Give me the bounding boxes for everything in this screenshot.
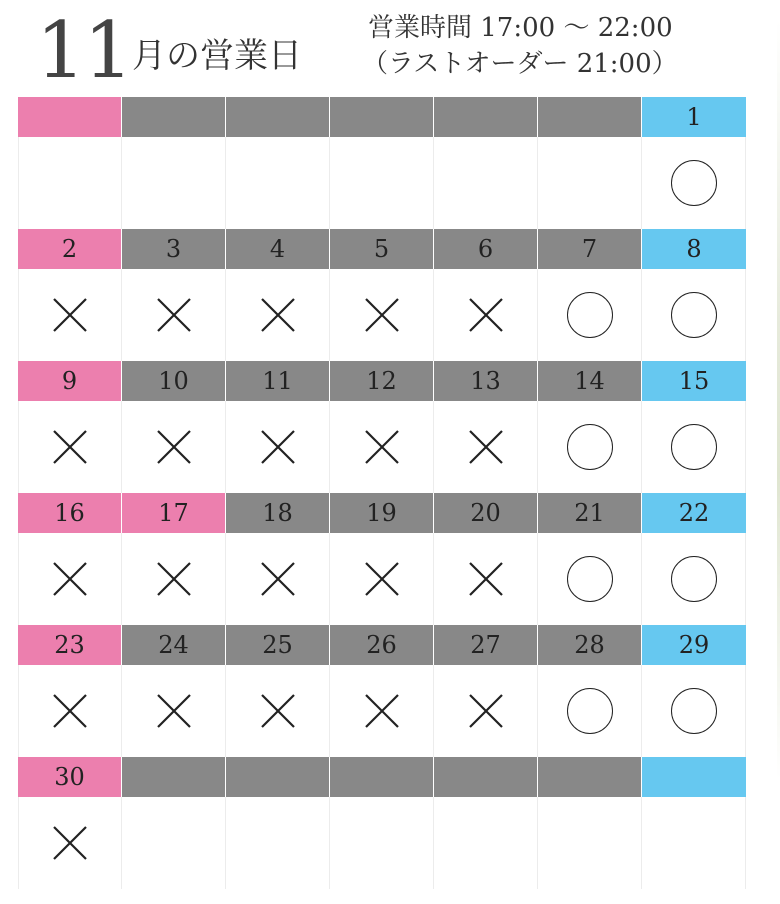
last-order-time: （ラストオーダー 21:00） [362, 49, 678, 79]
day-date-cell: 24 [122, 625, 226, 665]
calendar-week [18, 361, 746, 493]
day-status-cell [434, 269, 538, 361]
day-status-cell [538, 401, 642, 493]
week-status-row [18, 269, 746, 361]
week-status-row [18, 137, 746, 229]
day-date-cell: 2 [18, 229, 122, 269]
day-date-cell: 27 [434, 625, 538, 665]
week-date-row [18, 229, 746, 269]
day-status-cell [434, 665, 538, 757]
closed-cross-icon [466, 295, 506, 335]
closed-cross-icon [362, 691, 402, 731]
day-status-cell [226, 137, 330, 229]
day-date-cell [122, 97, 226, 137]
day-status-cell [122, 797, 226, 889]
day-date-cell: 19 [330, 493, 434, 533]
open-circle-icon [671, 424, 717, 470]
day-date-cell: 5 [330, 229, 434, 269]
closed-cross-icon [258, 559, 298, 599]
day-date-cell: 15 [642, 361, 746, 401]
week-status-row [18, 401, 746, 493]
day-date-cell: 20 [434, 493, 538, 533]
day-date-cell [538, 757, 642, 797]
closed-cross-icon [154, 691, 194, 731]
day-status-cell [642, 137, 746, 229]
day-date-cell: 10 [122, 361, 226, 401]
closed-cross-icon [50, 559, 90, 599]
day-date-cell: 30 [18, 757, 122, 797]
day-status-cell [122, 269, 226, 361]
day-date-cell [226, 757, 330, 797]
day-status-cell [18, 797, 122, 889]
closed-cross-icon [50, 427, 90, 467]
day-status-cell [226, 401, 330, 493]
day-date-cell: 16 [18, 493, 122, 533]
open-circle-icon [671, 556, 717, 602]
day-status-cell [642, 797, 746, 889]
day-date-cell: 26 [330, 625, 434, 665]
day-date-cell: 4 [226, 229, 330, 269]
day-date-cell [538, 97, 642, 137]
business-hours: 営業時間 17:00 〜 22:00 [368, 13, 673, 43]
calendar-grid [18, 97, 746, 889]
week-status-row [18, 533, 746, 625]
closed-cross-icon [362, 559, 402, 599]
day-status-cell [642, 533, 746, 625]
day-date-cell: 14 [538, 361, 642, 401]
day-date-cell: 7 [538, 229, 642, 269]
closed-cross-icon [50, 295, 90, 335]
day-date-cell [122, 757, 226, 797]
day-date-cell: 29 [642, 625, 746, 665]
open-circle-icon [671, 688, 717, 734]
open-circle-icon [671, 160, 717, 206]
closed-cross-icon [362, 295, 402, 335]
closed-cross-icon [466, 427, 506, 467]
day-status-cell [226, 533, 330, 625]
day-date-cell [18, 97, 122, 137]
closed-cross-icon [154, 559, 194, 599]
calendar-week [18, 493, 746, 625]
open-circle-icon [567, 292, 613, 338]
day-status-cell [642, 269, 746, 361]
day-status-cell [226, 665, 330, 757]
week-status-row [18, 665, 746, 757]
day-status-cell [330, 797, 434, 889]
day-date-cell [226, 97, 330, 137]
day-date-cell [434, 757, 538, 797]
day-status-cell [18, 269, 122, 361]
day-status-cell [434, 137, 538, 229]
open-circle-icon [567, 424, 613, 470]
day-date-cell [642, 757, 746, 797]
day-date-cell: 6 [434, 229, 538, 269]
week-date-row [18, 757, 746, 797]
day-date-cell: 3 [122, 229, 226, 269]
day-status-cell [18, 401, 122, 493]
day-status-cell [330, 665, 434, 757]
open-circle-icon [671, 292, 717, 338]
day-status-cell [642, 665, 746, 757]
calendar-week [18, 757, 746, 889]
day-date-cell: 8 [642, 229, 746, 269]
calendar-week [18, 97, 746, 229]
closed-cross-icon [50, 691, 90, 731]
day-date-cell: 17 [122, 493, 226, 533]
month-label: 月の営業日 [132, 36, 302, 76]
day-status-cell [122, 665, 226, 757]
day-status-cell [538, 533, 642, 625]
day-date-cell [330, 757, 434, 797]
week-date-row [18, 493, 746, 533]
calendar-week [18, 229, 746, 361]
closed-cross-icon [154, 295, 194, 335]
day-status-cell [330, 137, 434, 229]
day-status-cell [18, 665, 122, 757]
week-date-row [18, 361, 746, 401]
day-status-cell [226, 797, 330, 889]
day-status-cell [642, 401, 746, 493]
closed-cross-icon [466, 691, 506, 731]
day-status-cell [330, 401, 434, 493]
closed-cross-icon [466, 559, 506, 599]
day-date-cell: 13 [434, 361, 538, 401]
day-date-cell: 11 [226, 361, 330, 401]
day-date-cell: 1 [642, 97, 746, 137]
day-status-cell [226, 269, 330, 361]
day-date-cell: 21 [538, 493, 642, 533]
open-circle-icon [567, 688, 613, 734]
week-date-row [18, 625, 746, 665]
day-date-cell [434, 97, 538, 137]
week-status-row [18, 797, 746, 889]
day-date-cell: 22 [642, 493, 746, 533]
day-date-cell: 12 [330, 361, 434, 401]
day-date-cell: 28 [538, 625, 642, 665]
day-status-cell [538, 665, 642, 757]
day-status-cell [330, 533, 434, 625]
day-status-cell [122, 401, 226, 493]
day-status-cell [122, 533, 226, 625]
day-status-cell [18, 533, 122, 625]
closed-cross-icon [258, 295, 298, 335]
calendar-week [18, 625, 746, 757]
closed-cross-icon [258, 691, 298, 731]
day-status-cell [434, 401, 538, 493]
closed-cross-icon [258, 427, 298, 467]
closed-cross-icon [50, 823, 90, 863]
day-date-cell [330, 97, 434, 137]
day-status-cell [18, 137, 122, 229]
week-date-row [18, 97, 746, 137]
day-date-cell: 9 [18, 361, 122, 401]
day-status-cell [330, 269, 434, 361]
day-date-cell: 23 [18, 625, 122, 665]
closed-cross-icon [362, 427, 402, 467]
open-circle-icon [567, 556, 613, 602]
day-status-cell [538, 797, 642, 889]
day-status-cell [434, 797, 538, 889]
day-status-cell [434, 533, 538, 625]
day-status-cell [538, 269, 642, 361]
day-status-cell [538, 137, 642, 229]
closed-cross-icon [154, 427, 194, 467]
day-status-cell [122, 137, 226, 229]
day-date-cell: 25 [226, 625, 330, 665]
day-date-cell: 18 [226, 493, 330, 533]
calendar-header [0, 0, 780, 96]
month-number: 11 [36, 6, 132, 96]
